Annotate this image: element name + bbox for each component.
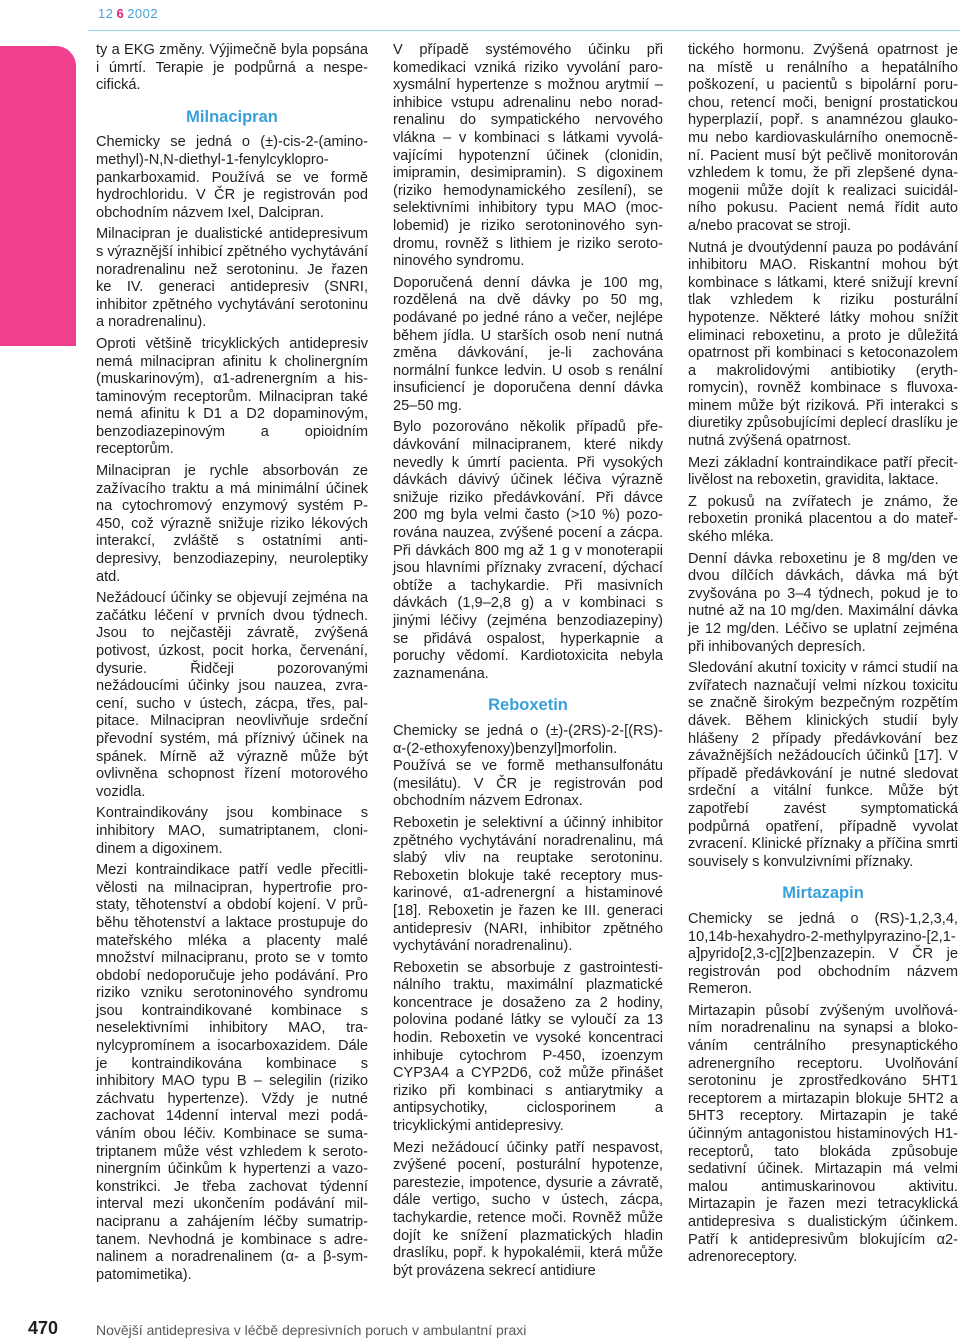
paragraph: Reboxetin je selektivní a účinný inhibitor zpětného vychytávání noradrenalinu, má slabý vliv na reuptake serotoninu. Reboxetin blokuje také receptory muskarinové, α1-adrenergní a histaminové [18]. Reboxetin je řazen ke III. generaci antidepresiv (NARI, inhibitor zpětného vychytávání noradrenalinu). [393, 814, 663, 955]
paragraph: V případě systémového účinku při komedikaci vzniká riziko vyvolání paroxysmální hypertenze s možnou arytmií – inhibice vstupu adrenalinu nebo noradrenalinu do sympatického nervového vlákna – v kombinaci s látkami vyvolávajícími hypotenzní účinek (clonidin, imipramin, desimipramin). S digoxinem (riziko hemodynamického zesílení), se selektivními inhibitory typu MAO (moclobemid) je riziko serotoninového syndromu, rovněž s lithiem je riziko serotoninového syndromu. [393, 42, 663, 270]
paragraph: Doporučená denní dávka je 100 mg, rozdělená na dvě dávky po 50 mg, podávané po jedné ráno a večer, nejlépe během jídla. U starších osob není nutná změna dávkování, je-li zachována normální funkce ledvin. U osob s renální insuficiencí je doporučena denní dávka 25–50 mg. [393, 274, 663, 414]
column-1 [96, 42, 368, 1288]
side-tab-decoration [0, 46, 76, 346]
paragraph: Mirtazapin působí zvýšeným uvolňováním noradrenalinu na synapsi a blokováním centrálního presynaptického adrenergního receptoru. Uvolňování serotoninu je zprostředkováno 5HT1 receptorem a mirtazapin blokuje 5HT2 a 5HT3 receptory. Mirtazapin je také účinným antagonistou histaminových H1-receptorů, tato blokáda způsobuje sedativní účinek. Mirtazapin má velmi malou antimuskarinovou aktivitu. Mirtazapin je řazen mezi tetracyklická antidepresiva s dualistickým účinkem. Patří k antidepresivům blokujícím α2-adrenoreceptory. [688, 1002, 958, 1266]
paragraph: Milnacipran je dualistické antidepresivum s výraznější inhibicí zpětného vychytávání noradrenalinu než serotoninu. Je řazen ke IV. generaci antidepresiv (SNRI, inhibitor zpětného vychytávání serotoninu a noradrenalinu). [96, 226, 368, 331]
paragraph: Sledování akutní toxicity v rámci studií na zvířatech naznačují velmi nízkou toxicitu se značně širokým bezpečným rozpětím dávek. Během klinických studií byly hlášeny 2 případy předávkování bez závažnějších nežádoucích účinků [17]. V případě předávkování je nutné sledovat srdeční a vitální funkce. Může být zapotřebí zavést symptomatická podpůrná opatření, případně vyvolat zvracení. Klinické příznaky a příčina smrti souvisely s konvulzivními příznaky. [688, 660, 958, 870]
paragraph: Nežádoucí účinky se objevují zejména na začátku léčení v prvních dvou týdnech. Jsou to nejčastěji závratě, zvýšená potivost, úzkost, pocit horka, červenání, dysurie. Řidčeji pozorovanými nežádoucími účinky jsou nauzea, zvracení, sucho v ústech, zácpa, třes, palpitace. Milnacipran neovlivňuje srdeční převodní systém, má příznivý účinek na spánek. Mírně až výrazně může být ovlivněna schopnost řízení motorového vozidla. [96, 590, 368, 800]
issue-day: 12 [98, 6, 114, 21]
page-number: 470 [28, 1318, 59, 1338]
paragraph: Mezi nežádoucí účinky patří nespavost, zvýšené pocení, posturální hypotenze, parestezie, impotence, dysurie a závratě, dále vertigo, sucho v ústech, zácpa, tachykardie, retence moči. Rovněž může dojít ke snížení plazmatických hladin draslíku, popř. k hypokalémii, která může být provázena sekrecí antidiure [393, 1139, 663, 1279]
section-heading-reboxetin: Reboxetin [488, 696, 568, 715]
paragraph: Milnacipran je rychle absorbován ze zažívacího traktu a má minimální účinek na cytochromový enzymový systém P-450, což výrazně snižuje riziko lékových interakcí, zvláště s ostatními antidepresivy, benzodiazepiny, neuroleptiky atd. [96, 463, 368, 585]
paragraph: Z pokusů na zvířatech je známo, že reboxetin proniká placentou a do mateřského mléka. [688, 493, 958, 546]
paragraph: tického hormonu. Zvýšená opatrnost je na místě u renálního a hepatálního poškození, u pacientů s bipolární poruchou, retencí moči, benigní prostatickou hyperplazií, popř. s anamnézou glaukomu nebo kardiovaskulárního onemocnění. Pacient musí být pečlivě monitorován vzhledem k tomu, že při zlepšené dynamogenii může dojít k realizaci suicidálního pokusu. Pacient nemá řídit auto a/nebo pracovat se stroji. [688, 42, 958, 234]
paragraph: Chemicky se jedná o (±)-(2RS)-2-[(RS)-α-(2-ethoxyfenoxy)benzyl]morfolin. Používá se ve formě methansulfonátu (mesilátu). V ČR je registrován pod obchodním názvem Edronax. [393, 722, 663, 810]
paragraph: Mezi základní kontraindikace patří přecitlivělost na reboxetin, gravidita, laktace. [688, 454, 958, 489]
running-title: Novější antidepresiva v léčbě depresivních poruch v ambulantní praxi [96, 1322, 527, 1338]
issue-date [98, 6, 158, 21]
paragraph: Nutná je dvoutýdenní pauza po podávání inhibitoru MAO. Riskantní mohou být kombinace s látkami, které snižují krevní tlak vzhledem k riziku posturální hypotenze. Některé látky mohou snížit eliminaci reboxetinu, a proto je důležitá opatrnost při kombinaci s ketoconazolem a makrolidovými antibiotiky (erythromycin), rovněž kombinace s fluvoxaminem může být riziková. Při interakci s diuretiky způsobujícími deplecí draslíku je nutná zvýšená opatrnost. [688, 239, 958, 450]
issue-year: 2002 [127, 6, 159, 21]
paragraph: Chemicky se jedná o (RS)-1,2,3,4, 10,14b-hexahydro-2-methylpyrazino-[2,1-a]pyrido[2,3-c][2]benzazepin. V ČR je registrován pod obchodním názvem Remeron. [688, 910, 958, 998]
paragraph: Kontraindikovány jsou kombinace s inhibitory MAO, sumatriptanem, clonidinem a digoxinem. [96, 805, 368, 857]
column-3 [688, 42, 958, 1271]
paragraph: Mezi kontraindikace patří vedle přecitlivělosti na milnacipran, hypertrofie prostaty, těhotenství a období kojení. V průběhu těhotenství a laktace prostupuje do mateřského mléka a placenty malé množství milnacipranu, proto se v tomto období nedoporučuje jeho podávání. Pro riziko vzniku serotoninového syndromu jsou kontraindikované kombinace s neselektivními inhibitory MAO, tranylcypromínem a isocarboxazidem. Dále je kontraindikována kombinace s inhibitory MAO typu B – selegilin (riziko záchvatu hypertenze). Vždy je nutné zachovat 14denní interval mezi podáváním obou léčiv. Kombinace se sumatriptanem může vést vzhledem k serotoninergním účinkům k hypertenzi a vazokonstrikci. Je třeba zachovat týdenní interval mezi ukončením podávání milnacipranu a zahájením léčby sumatriptanem. Nevhodná je kombinace s adrenalinem a noradrenalinem (α- a β-sympatomimetika). [96, 862, 368, 1283]
issue-month: 6 [116, 6, 125, 21]
paragraph: Chemicky se jedná o (±)-cis-2-(aminomethyl)-N,N-diethyl-1-fenylcyklopropankarboxamid. Používá se ve formě hydrochloridu. V ČR je registrován pod obchodním názvem Ixel, Dalcipran. [96, 134, 368, 221]
paragraph: Reboxetin se absorbuje z gastrointestinálního traktu, maximální plazmatické koncentrace je dosaženo za 2 hodiny, polovina podané látky se vyloučí za 13 hodin. Reboxetin ve vysoké koncentraci inhibuje cytochrom P-450, izoenzym CYP3A4 a CYP2D6, což může přinášet riziko při kombinaci s antiarytmiky a antipsychotiky, ciclosporinem a tricyklickými antidepresivy. [393, 959, 663, 1135]
section-heading-milnacipran: Milnacipran [186, 107, 278, 126]
paragraph: Bylo pozorováno několik případů předávkování milnacipranem, které nikdy nevedly k úmrtí pacienta. Při vysokých dávkách dávivý účinek léčiva výrazně snižuje riziko předávkování. Při dávce 200 mg byla velmi často (>10 %) pozorována nauzea, zvýšené pocení a zácpa. Při dávkách 800 mg až 1 g v monoterapii jsou hlavními příznaky zvracení, dýchací obtíže a tachykardie. Při masivních dávkách (1,9–2,8 g) a v kombinaci s jinými léčivy (zejména benzodiazepiny) se přidává ospalost, hyperkapnie a poruchy vědomí. Kardiotoxicita nebyla zaznamenána. [393, 419, 663, 682]
column-2 [393, 42, 663, 1284]
paragraph: Denní dávka reboxetinu je 8 mg/den ve dvou dílčích dávkách, dávka má být zvyšována po 3–4 týdnech, pokud je to nutné až na 10 mg/den. Maximální dávka je 12 mg/den. Léčivo se uplatní zejména při inhibovaných depresích. [688, 550, 958, 655]
paragraph: ty a EKG změny. Výjimečně byla popsána i úmrtí. Terapie je podpůrná a nespecifická. [96, 42, 368, 94]
paragraph: Oproti většině tricyklických antidepresiv nemá milnacipran afinitu k cholinergním (muskarinovým), α1-adrenergním a histaminovým receptorům. Milnacipran také nemá afinitu k D1 a D2 dopaminovým, benzodiazepinovým a opioidním receptorům. [96, 335, 368, 458]
header-rule [88, 30, 960, 31]
section-heading-mirtazapin: Mirtazapin [782, 884, 864, 903]
